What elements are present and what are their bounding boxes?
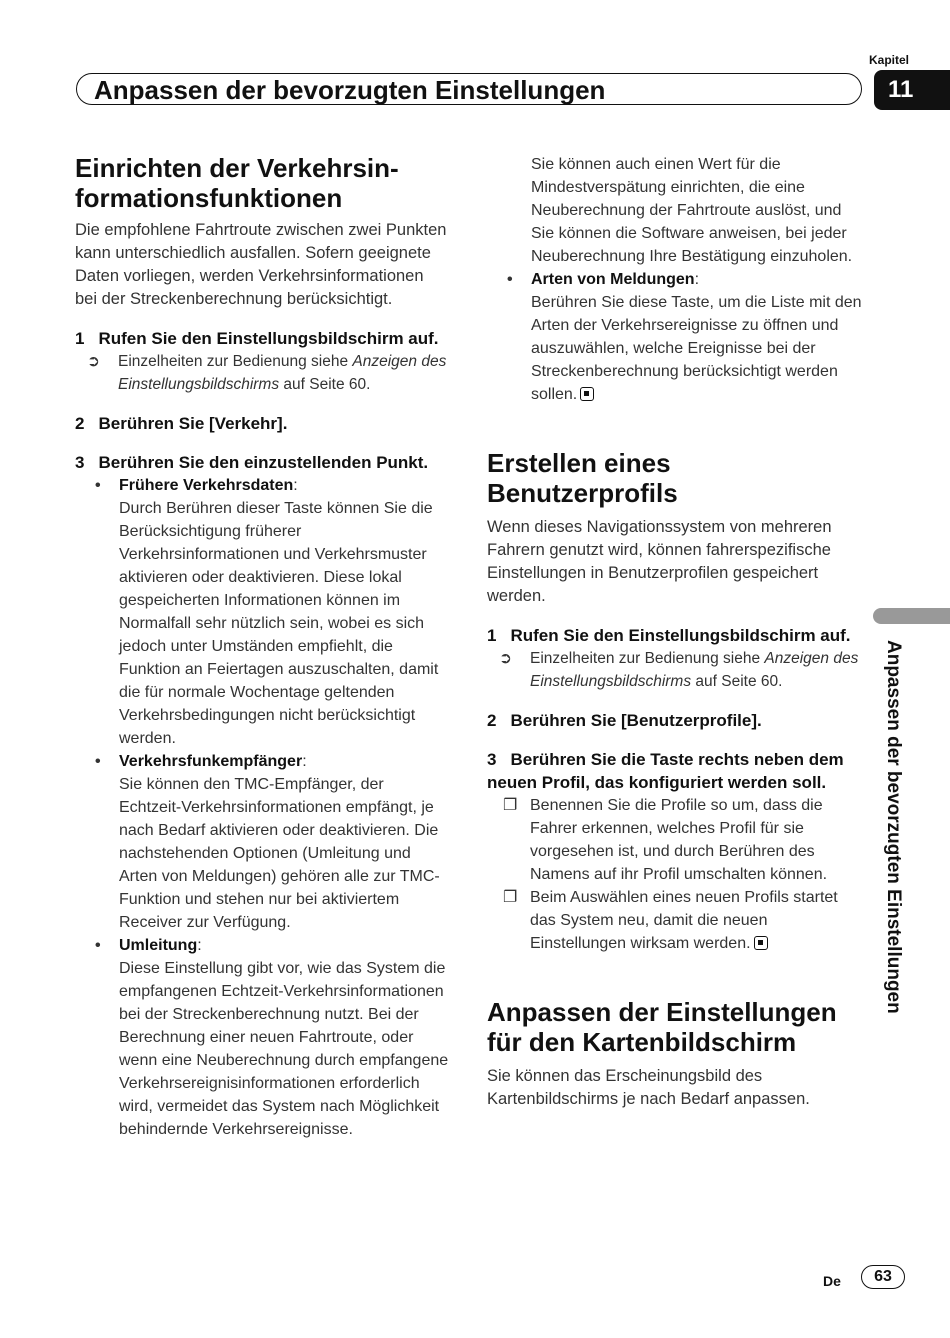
step-text: Berühren Sie die Taste rechts neben dem neuen Profil, das konfiguriert werden soll. — [487, 750, 844, 792]
bullet-text: Berühren Sie diese Taste, um die Liste mit den Arten der Verkehrsereignisse zu öffnen und auszuwählen, welche Ereignisse bei der Streckenberechnung berücksichtigt werden sollen. — [531, 294, 862, 403]
continuation-text: Sie können auch einen Wert für die Mindestverspätung einrichten, die eine Neuberechnung der Fahrtroute auslöst, und Sie können die Software anweisen, bei jeder Neuberechnung Ihre Bestätigung einzuholen. — [531, 156, 853, 265]
section-intro: Die empfohlene Fahrtroute zwischen zwei Punkten kann unterschiedlich ausfallen. Sofern geeignete Daten vorliegen, werden Verkehrsinformationen bei der Streckenberechnung berücksichtigt. — [75, 221, 447, 308]
page-header-title: Anpassen der bevorzugten Einstellungen — [94, 75, 606, 105]
language-code: De — [823, 1273, 841, 1289]
reference-note-text: Einzelheiten zur Bedienung siehe Anzeigen des Einstellungsbildschirms auf Seite 60. — [118, 353, 447, 393]
bullet-icon: • — [95, 753, 101, 770]
reference-link[interactable]: Anzeigen des Einstellungsbildschirms — [118, 353, 447, 393]
reference-link[interactable]: Anzeigen des Einstellungsbildschirms — [530, 650, 859, 690]
bullet-item: • Verkehrsfunkempfänger: Sie können den TMC-Empfänger, der Echtzeit-Verkehrsinformationen empfängt, je nach Bedarf aktivieren oder deaktivieren. Die nachstehenden Optionen (Umleitung und Arten von Meldungen) gehören alle zur TMC-Funktion und stehen nur bei aktiviertem Receiver zur Verfügung. — [75, 750, 450, 934]
bullet-item: • Umleitung: Diese Einstellung gibt vor, wie das System die empfangenen Echtzeit-Verkehrsinformationen bei der Streckenberechnung nutzt. Bei der Berechnung einer neuen Fahrtroute, oder wenn eine Neuberechnung durch empfangene Verkehrsereignisinformationen erforderlich wird, vermeidet das System nach Möglichkeit behindernde Verkehrsereignisse. — [75, 934, 450, 1141]
bullet-text: Durch Berühren dieser Taste können Sie die Berücksichtigung früherer Verkehrsinformationen und Verkehrsmuster aktivieren oder deaktivieren. Diese lokal gespeicherten Informationen können im Normalfall sehr nützlich sein, wobei es sich jedoch unter Umständen empfiehlt, die Funktion an Feiertagen auszuschalten, damit die für normale Wochentage geltenden Verkehrsbedingungen nicht berücksichtigt werden. — [119, 500, 439, 747]
bullet-item: • Frühere Verkehrsdaten: Durch Berühren dieser Taste können Sie die Berücksichtigung früherer Verkehrsinformationen und Verkehrsmuster aktivieren oder deaktivieren. Diese lokal gespeicherten Informationen können im Normalfall sehr nützlich sein, wobei es sich jedoch unter Umständen empfiehlt, die Funktion an Feiertagen auszuschalten, damit die für normale Wochentage geltenden Verkehrsbedingungen nicht berücksichtigt werden. — [75, 474, 450, 750]
step-2 — [487, 709, 867, 732]
step-1 — [75, 327, 450, 350]
step-text: Berühren Sie [Verkehr]. — [98, 414, 288, 433]
step-3 — [75, 451, 450, 474]
bullet-icon: • — [95, 477, 101, 494]
end-mark-icon — [580, 387, 594, 401]
step-number: 1 — [75, 329, 85, 348]
section-heading-map — [487, 997, 867, 1057]
section-intro: Wenn dieses Navigationssystem von mehreren Fahrern genutzt wird, können fahrerspezifische Einstellungen in Benutzerprofilen gespeichert werden. — [487, 518, 832, 605]
bullet-text: Diese Einstellung gibt vor, wie das System die empfangenen Echtzeit-Verkehrsinformationen bei der Streckenberechnung nutzt. Bei der Berechnung einer neuen Fahrtroute, oder wenn eine Neuberechnung durch empfangene Verkehrsereignisinformationen erforderlich wird, vermeidet das System nach Möglichkeit behindernde Verkehrsereignisse. — [119, 960, 449, 1138]
bullet-title: Arten von Meldungen — [531, 271, 695, 288]
bullet-title: Umleitung — [119, 937, 198, 954]
step-number: 3 — [75, 453, 85, 472]
checkbox-note-text: Benennen Sie die Profile so um, dass die Fahrer erkennen, welches Profil für sie vorgesehen ist, und durch Berühren des Namens auf ihr Profil umschalten können. — [530, 797, 828, 883]
left-column — [75, 153, 450, 1141]
step-3 — [487, 748, 867, 794]
step-1 — [487, 624, 867, 647]
step-number: 2 — [75, 414, 85, 433]
bullet-icon: • — [507, 271, 513, 288]
side-tab-title: Anpassen der bevorzugten Einstellungen — [883, 640, 904, 1014]
step-number: 3 — [487, 750, 497, 769]
arrow-right-icon: ➲ — [87, 353, 100, 370]
reference-note — [75, 350, 450, 396]
section-intro: Sie können das Erscheinungsbild des Kartenbildschirms je nach Bedarf anpassen. — [487, 1067, 810, 1108]
heading-line-1: Anpassen der Einstellungen — [487, 997, 837, 1027]
bullet-title: Verkehrsfunkempfänger — [119, 753, 303, 770]
page-number: 63 — [861, 1265, 905, 1289]
heading-line-2: für den Kartenbildschirm — [487, 1027, 797, 1057]
step-number: 2 — [487, 711, 497, 730]
step-text: Berühren Sie den einzustellenden Punkt. — [98, 453, 429, 472]
step-text: Rufen Sie den Einstellungsbildschirm auf. — [510, 626, 851, 645]
step-2 — [75, 412, 450, 435]
checkbox-icon: ❐ — [503, 889, 518, 906]
bullet-text: Sie können den TMC-Empfänger, der Echtzeit-Verkehrsinformationen empfängt, je nach Bedarf aktivieren oder deaktivieren. Die nachstehenden Optionen (Umleitung und Arten von Meldungen) gehören alle zur TMC-Funktion und stehen nur bei aktiviertem Receiver zur Verfügung. — [119, 776, 440, 931]
chapter-number: 11 — [874, 70, 950, 110]
heading-line-1: Einrichten der Verkehrsin- — [75, 153, 399, 183]
step-text: Rufen Sie den Einstellungsbildschirm auf. — [98, 329, 439, 348]
bullet-title: Frühere Verkehrsdaten — [119, 477, 294, 494]
section-heading-traffic — [75, 153, 450, 213]
side-tab-marker — [873, 608, 950, 624]
checkbox-note — [487, 886, 867, 955]
step-text: Berühren Sie [Benutzerprofile]. — [510, 711, 762, 730]
heading-line-2: formationsfunktionen — [75, 183, 343, 213]
checkbox-note-text: Beim Auswählen eines neuen Profils startet das System neu, damit die neuen Einstellungen wirksam werden. — [530, 889, 838, 952]
right-column — [487, 153, 867, 1111]
kapitel-label: Kapitel — [869, 53, 910, 67]
bullet-item: • Arten von Meldungen: Berühren Sie diese Taste, um die Liste mit den Arten der Verkehrsereignisse zu öffnen und auszuwählen, welche Ereignisse bei der Streckenberechnung berücksichtigt werden sollen. — [487, 268, 867, 406]
step-number: 1 — [487, 626, 497, 645]
arrow-right-icon: ➲ — [499, 650, 512, 667]
end-mark-icon — [754, 936, 768, 950]
checkbox-note — [487, 794, 867, 886]
bullet-icon: • — [95, 937, 101, 954]
reference-note-text: Einzelheiten zur Bedienung siehe Anzeigen des Einstellungsbildschirms auf Seite 60. — [530, 650, 859, 690]
reference-note — [487, 647, 867, 693]
checkbox-icon: ❐ — [503, 797, 518, 814]
section-heading-profile: Erstellen eines Benutzerprofils — [487, 448, 678, 508]
